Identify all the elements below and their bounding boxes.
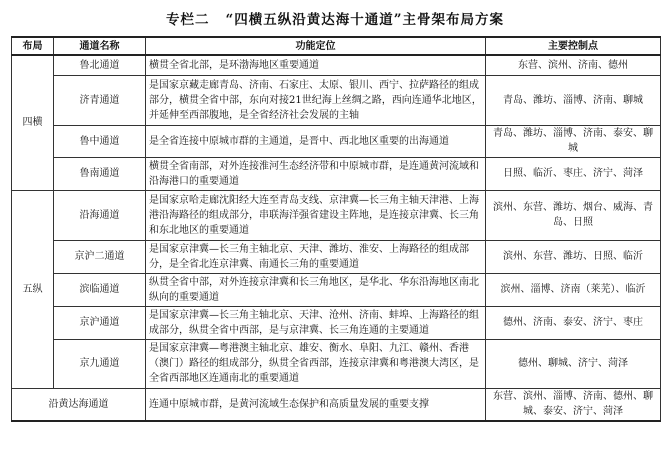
channel-function: 纵贯全省中部，对外连接京津冀和长三角地区，是华北、华东沿海地区南北纵向的重要通道: [146, 273, 486, 306]
header-row: [12, 37, 661, 55]
channel-nodes: 青岛、潍坊、淄博、济南、聊城: [486, 75, 661, 125]
channel-nodes: 滨州、东营、潍坊、日照、临沂: [486, 240, 661, 273]
channel-nodes: 东营、滨州、济南、德州: [486, 55, 661, 75]
group-horizontal: 四横: [12, 55, 54, 190]
channel-name: 沿海通道: [54, 190, 146, 240]
title-prefix: 专栏二: [165, 12, 210, 28]
channel-name: 滨临通道: [54, 273, 146, 306]
table-row: [12, 339, 661, 388]
table-row: [12, 190, 661, 240]
table-row: [12, 306, 661, 339]
group-vertical: 五纵: [12, 190, 54, 388]
title-main: “四横五纵沿黄达海十通道”主骨架布局方案: [225, 12, 505, 28]
channel-nodes: 日照、临沂、枣庄、济宁、菏泽: [486, 157, 661, 190]
table-row: [12, 75, 661, 125]
channel-name: 济青通道: [54, 75, 146, 125]
channel-function: 是全省连接中原城市群的主通道，是晋中、西北地区重要的出海通道: [146, 125, 486, 157]
channel-nodes: 滨州、淄博、济南（莱芜）、临沂: [486, 273, 661, 306]
header-layout: 布局: [12, 37, 54, 55]
channel-nodes: 滨州、东营、潍坊、烟台、威海、青岛、日照: [486, 190, 661, 240]
header-function: 功能定位: [146, 37, 486, 55]
channel-nodes: 东营、滨州、淄博、济南、德州、聊城、泰安、济宁、菏泽: [486, 388, 661, 421]
channel-name: 鲁中通道: [54, 125, 146, 157]
channel-function: 是国家京津冀—粤港澳主轴北京、雄安、衡水、阜阳、九江、赣州、香港（澳门）路径的组成部分，纵贯全省西部，连接京津冀和粤港澳大湾区，是全省西部地区连通南北的重要通道: [146, 339, 486, 388]
table-row: [12, 55, 661, 75]
channel-name: 沿黄达海通道: [12, 388, 146, 421]
channel-function: 横贯全省北部，是环渤海地区重要通道: [146, 55, 486, 75]
channel-nodes: 青岛、潍坊、淄博、济南、泰安、聊城: [486, 125, 661, 157]
channel-function: 是国家京藏走廊青岛、济南、石家庄、太原、银川、西宁、拉萨路径的组成部分，横贯全省中部，东向对接21世纪海上丝绸之路，西向连通华北地区，并延伸至西部腹地，是全省经济社会发展的主轴: [146, 75, 486, 125]
channel-name: 京沪二通道: [54, 240, 146, 273]
table-row: [12, 157, 661, 190]
page-title: [0, 8, 670, 28]
channel-function: 是国家京哈走廊沈阳经大连至青岛支线、京津冀—长三角主轴天津港、上海港沿海路径的组成部分，串联海洋强省建设主阵地，是连接京津冀、长三角和东北地区的重要通道: [146, 190, 486, 240]
channel-name: 鲁北通道: [54, 55, 146, 75]
table-row: [12, 240, 661, 273]
channel-name: 京沪通道: [54, 306, 146, 339]
table-row: [12, 388, 661, 421]
channel-nodes: 德州、聊城、济宁、菏泽: [486, 339, 661, 388]
header-name: 通道名称: [54, 37, 146, 55]
header-nodes: 主要控制点: [486, 37, 661, 55]
channel-function: 连通中原城市群，是黄河流域生态保护和高质量发展的重要支撑: [146, 388, 486, 421]
channel-function: 是国家京津冀—长三角主轴北京、天津、沧州、济南、蚌埠、上海路径的组成部分，纵贯全省中西部，是与京津冀、长三角连通的主要通道: [146, 306, 486, 339]
channel-name: 鲁南通道: [54, 157, 146, 190]
channel-function: 横贯全省南部，对外连接淮河生态经济带和中原城市群，是连通黄河流域和沿海港口的重要通道: [146, 157, 486, 190]
channel-nodes: 德州、济南、泰安、济宁、枣庄: [486, 306, 661, 339]
channel-function: 是国家京津冀—长三角主轴北京、天津、潍坊、淮安、上海路径的组成部分，是全省北连京津冀、南通长三角的重要通道: [146, 240, 486, 273]
layout-table: [11, 36, 661, 422]
table-row: [12, 125, 661, 157]
channel-name: 京九通道: [54, 339, 146, 388]
table-row: [12, 273, 661, 306]
